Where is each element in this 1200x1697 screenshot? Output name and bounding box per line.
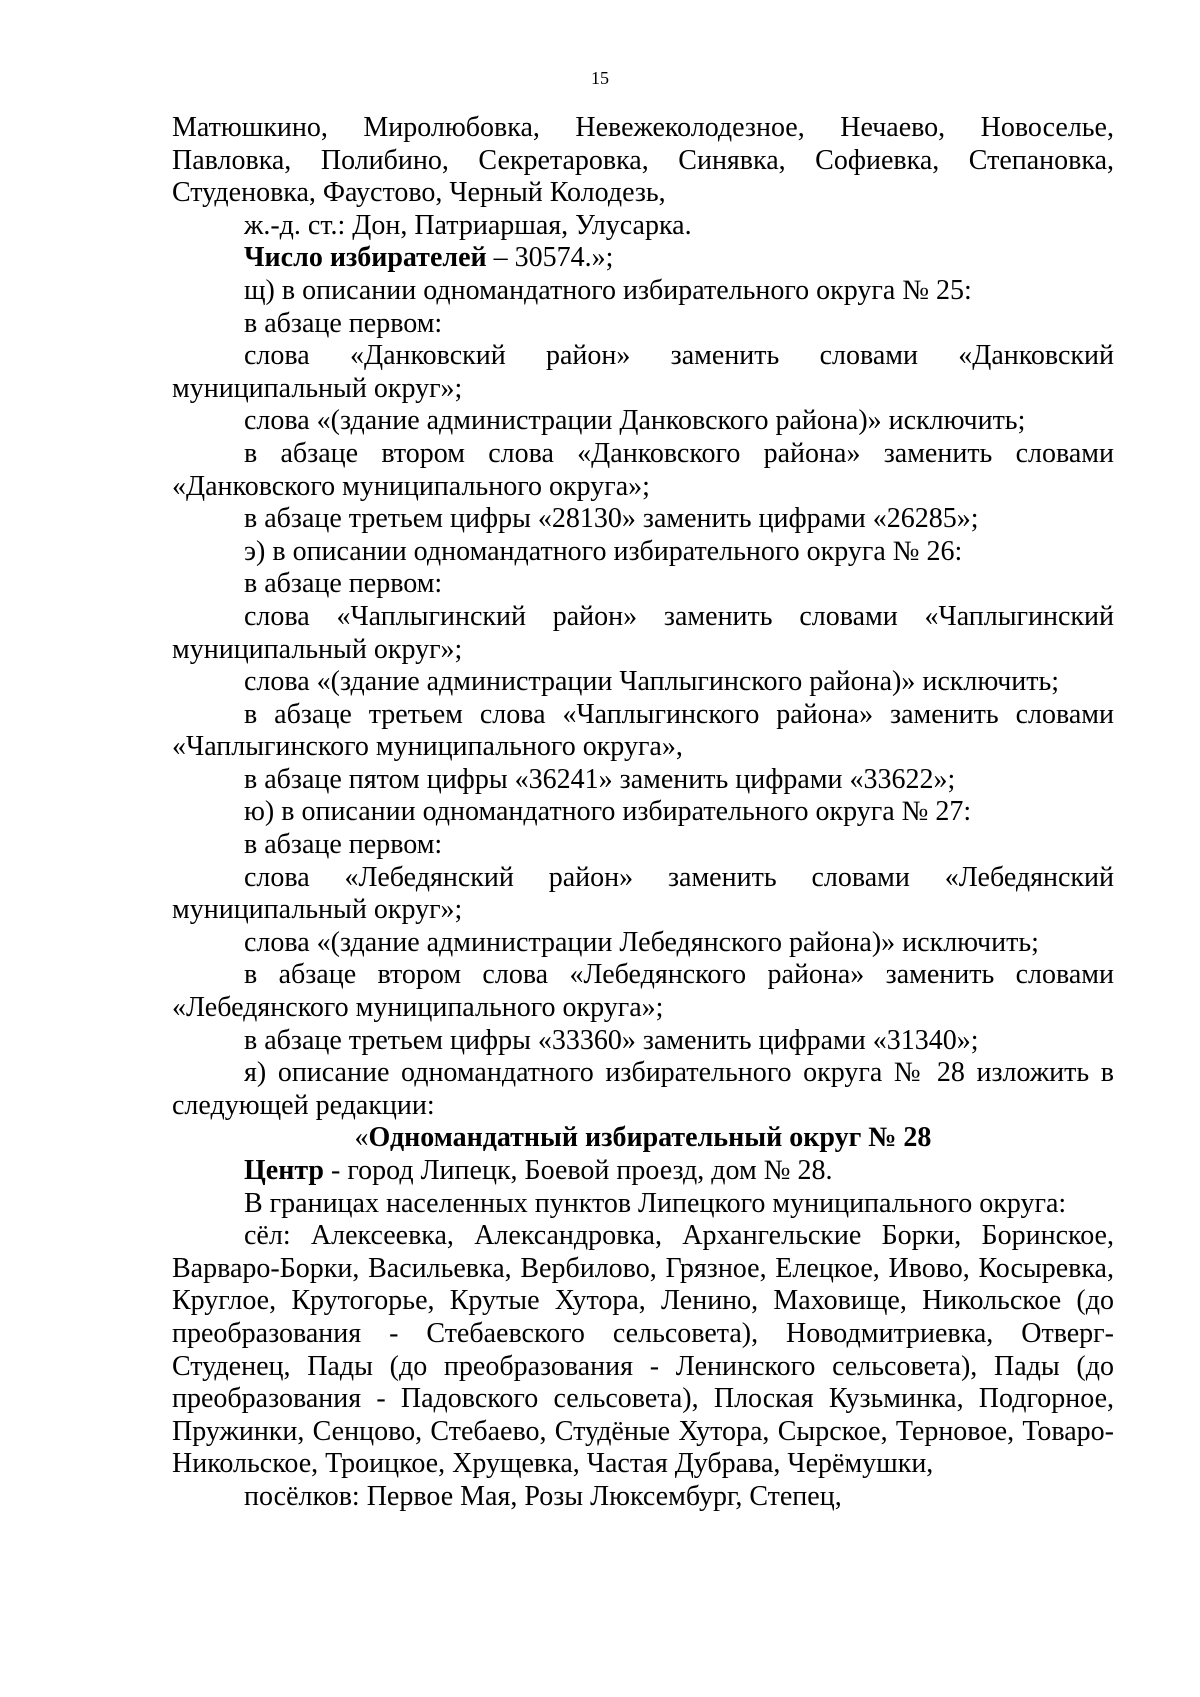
paragraph-line: слова «(здание администрации Данковского района)» исключить; bbox=[244, 405, 1026, 437]
voters-count bbox=[172, 242, 1114, 275]
settlements-list-continued: Матюшкино, Миролюбовка, Невежеколодезное, Нечаево, Новоселье, Павловка, Полибино, Секретаровка, Синявка, Софиевка, Степановка, Студеновка, Фаустово, Черный Колодезь, bbox=[172, 112, 1114, 209]
paragraph-line: в абзаце втором слова «Данковского района» заменить словами «Данковского муниципального округа»; bbox=[172, 437, 1114, 502]
district-center bbox=[172, 1155, 1114, 1188]
paragraph-line: слова «(здание администрации Чаплыгинского района)» исключить; bbox=[244, 666, 1060, 698]
settlements-list: посёлков: Первое Мая, Розы Люксембург, Степец, bbox=[244, 1480, 842, 1512]
document-body bbox=[172, 112, 1114, 1514]
paragraph-line: слова «Чаплыгинский район» заменить словами «Чаплыгинский муниципальный округ»; bbox=[172, 600, 1114, 665]
voters-count-value: – 30574.»; bbox=[486, 242, 614, 274]
paragraph-line: слова «(здание администрации Лебедянского района)» исключить; bbox=[244, 926, 1039, 958]
item-ya: я) описание одномандатного избирательного округа № 28 изложить в следующей редакции: bbox=[172, 1057, 1114, 1121]
railway-stations: ж.-д. ст.: Дон, Патриаршая, Улусарка. bbox=[244, 209, 692, 241]
paragraph-line: в абзаце пятом цифры «36241» заменить цифрами «33622»; bbox=[244, 763, 956, 795]
item-shcha: щ) в описании одномандатного избирательного округа № 25: bbox=[244, 274, 972, 306]
voters-count-label: Число избирателей bbox=[244, 242, 487, 274]
paragraph-line: в абзаце первом: bbox=[244, 568, 443, 600]
paragraph-line: в абзаце первом: bbox=[244, 829, 443, 861]
paragraph-line: слова «Лебедянский район» заменить словами «Лебедянский муниципальный округ»; bbox=[172, 861, 1114, 926]
page-number: 15 bbox=[591, 68, 609, 88]
boundaries-intro: В границах населенных пунктов Липецкого муниципального округа: bbox=[244, 1187, 1067, 1219]
item-yu: ю) в описании одномандатного избирательного округа № 27: bbox=[244, 796, 972, 828]
villages-list: сёл: Алексеевка, Александровка, Архангельские Борки, Боринское, Варваро-Борки, Васильевка, Вербилово, Грязное, Елецкое, Ивово, Косыревка, Круглое, Крутогорье, Крутые Хутора, Ленино, Маховище, Никольское (до преобразования - Стебаевского сельсовета), Новодмитриевка, Отверг-Студенец, Пады (до преобразования - Ленинского сельсовета), Пады (до преобразования - Падовского сельсовета), Плоская Кузьминка, Подгорное, Пружинки, Сенцово, Стебаево, Студёные Хутора, Сырское, Терновое, Товаро-Никольское, Троицкое, Хрущевка, Частая Дубрава, Черёмушки, bbox=[172, 1220, 1114, 1480]
heading-title: Одномандатный избирательный округ № 28 bbox=[368, 1122, 932, 1154]
district-heading bbox=[172, 1122, 1114, 1155]
heading-quote: « bbox=[354, 1122, 369, 1154]
paragraph-line: в абзаце третьем цифры «28130» заменить цифрами «26285»; bbox=[244, 503, 979, 535]
paragraph-line: в абзаце третьем цифры «33360» заменить цифрами «31340»; bbox=[244, 1024, 979, 1056]
item-e: э) в описании одномандатного избирательного округа № 26: bbox=[244, 535, 963, 567]
paragraph-line: в абзаце первом: bbox=[244, 307, 443, 339]
paragraph-line: в абзаце втором слова «Лебедянского района» заменить словами «Лебедянского муниципального округа»; bbox=[172, 959, 1114, 1024]
center-label: Центр bbox=[244, 1155, 325, 1186]
center-address: - город Липецк, Боевой проезд, дом № 28. bbox=[324, 1155, 833, 1186]
paragraph-line: в абзаце третьем слова «Чаплыгинского района» заменить словами «Чаплыгинского муниципального округа», bbox=[172, 698, 1114, 763]
paragraph-line: слова «Данковский район» заменить словами «Данковский муниципальный округ»; bbox=[172, 340, 1114, 404]
